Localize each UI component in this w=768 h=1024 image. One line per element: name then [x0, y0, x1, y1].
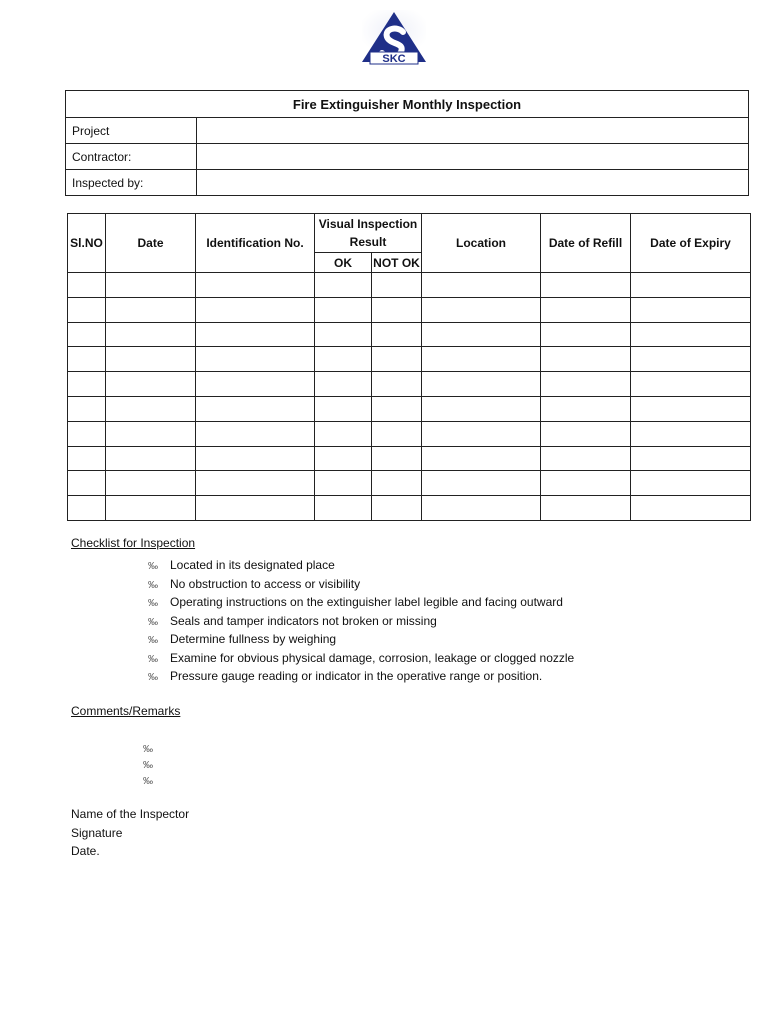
checklist-item-text: Operating instructions on the extinguisher label legible and facing outward — [170, 595, 563, 609]
cell-not-ok[interactable] — [372, 372, 422, 397]
list-item — [148, 575, 574, 594]
table-row — [68, 297, 751, 322]
signature-label: Signature — [71, 825, 123, 840]
cell-date[interactable] — [106, 446, 196, 471]
cell-date-of-refill[interactable] — [541, 446, 631, 471]
checklist — [148, 556, 574, 686]
checklist-item-text: Located in its designated place — [170, 558, 335, 572]
cell-identification-no[interactable] — [196, 322, 315, 347]
bullet-icon: ‰ — [148, 579, 158, 591]
list-item — [148, 667, 574, 686]
remark-bullet-icon: ‰ — [143, 760, 153, 771]
form-header-table — [65, 90, 749, 196]
checklist-heading: Checklist for Inspection — [71, 536, 196, 550]
cell-date-of-refill[interactable] — [541, 273, 631, 298]
cell-location[interactable] — [422, 421, 541, 446]
cell-date[interactable] — [106, 347, 196, 372]
remarks-list — [143, 742, 153, 790]
inspector-name-label: Name of the Inspector — [71, 807, 190, 821]
cell-ok[interactable] — [315, 322, 372, 347]
cell-sl-no[interactable] — [68, 471, 106, 496]
cell-date[interactable] — [106, 322, 196, 347]
cell-identification-no[interactable] — [196, 446, 315, 471]
skc-triangle-logo-icon — [356, 8, 432, 66]
table-row — [68, 273, 751, 298]
cell-date-of-expiry[interactable] — [631, 347, 751, 372]
cell-location[interactable] — [422, 372, 541, 397]
cell-sl-no[interactable] — [68, 421, 106, 446]
bullet-icon: ‰ — [148, 672, 158, 683]
cell-identification-no[interactable] — [196, 372, 315, 397]
cell-identification-no[interactable] — [196, 297, 315, 322]
cell-location[interactable] — [422, 347, 541, 372]
bullet-icon: ‰ — [148, 616, 158, 628]
cell-date[interactable] — [106, 421, 196, 446]
contractor-label: Contractor: — [66, 144, 197, 170]
list-item — [148, 630, 574, 649]
checklist-item-text: Seals and tamper indicators not broken or missing — [170, 613, 437, 628]
cell-date-of-expiry[interactable] — [631, 273, 751, 298]
cell-date-of-refill[interactable] — [541, 347, 631, 372]
cell-date-of-refill[interactable] — [541, 421, 631, 446]
cell-ok[interactable] — [315, 396, 372, 421]
header-not-ok: NOT OK — [372, 253, 422, 273]
cell-not-ok[interactable] — [372, 297, 422, 322]
table-row — [68, 446, 751, 471]
remark-bullet-icon: ‰ — [143, 776, 153, 787]
company-logo — [356, 8, 432, 66]
bullet-icon: ‰ — [148, 653, 158, 665]
table-row — [68, 322, 751, 347]
cell-not-ok[interactable] — [372, 421, 422, 446]
cell-date-of-expiry[interactable] — [631, 372, 751, 397]
header-sl-no: Sl.NO — [68, 214, 106, 273]
checklist-item-text: No obstruction to access or visibility — [170, 576, 361, 591]
cell-location[interactable] — [422, 297, 541, 322]
header-date-of-expiry: Date of Expiry — [631, 214, 751, 273]
checklist-item-text: Determine fullness by weighing — [170, 632, 337, 646]
cell-date-of-refill[interactable] — [541, 496, 631, 521]
cell-date-of-expiry[interactable] — [631, 496, 751, 521]
checklist-item-text: Examine for obvious physical damage, corrosion, leakage or clogged nozzle — [170, 650, 575, 665]
inspected-by-label: Inspected by: — [66, 170, 197, 196]
form-title: Fire Extinguisher Monthly Inspection — [66, 91, 749, 118]
cell-identification-no[interactable] — [196, 496, 315, 521]
cell-date-of-expiry[interactable] — [631, 446, 751, 471]
bullet-icon: ‰ — [148, 598, 158, 609]
cell-ok[interactable] — [315, 421, 372, 446]
header-identification-no: Identification No. — [196, 214, 315, 273]
bullet-icon: ‰ — [148, 635, 158, 646]
cell-identification-no[interactable] — [196, 347, 315, 372]
remarks-heading: Comments/Remarks — [71, 704, 181, 718]
cell-date-of-expiry[interactable] — [631, 471, 751, 496]
cell-not-ok[interactable] — [372, 396, 422, 421]
header-location: Location — [422, 214, 541, 273]
logo-text: SKC — [382, 53, 406, 65]
list-item — [148, 593, 574, 612]
cell-sl-no[interactable] — [68, 347, 106, 372]
cell-date-of-expiry[interactable] — [631, 421, 751, 446]
cell-sl-no[interactable] — [68, 297, 106, 322]
cell-ok[interactable] — [315, 347, 372, 372]
cell-not-ok[interactable] — [372, 496, 422, 521]
cell-location[interactable] — [422, 396, 541, 421]
bullet-icon: ‰ — [148, 561, 158, 572]
log-table-body — [68, 273, 751, 521]
cell-date[interactable] — [106, 396, 196, 421]
inspected-by-field[interactable] — [197, 170, 749, 196]
cell-ok[interactable] — [315, 496, 372, 521]
cell-date[interactable] — [106, 372, 196, 397]
cell-identification-no[interactable] — [196, 396, 315, 421]
table-row — [68, 471, 751, 496]
remark-bullet-icon: ‰ — [143, 744, 153, 755]
list-item — [148, 612, 574, 631]
cell-sl-no[interactable] — [68, 273, 106, 298]
cell-identification-no[interactable] — [196, 421, 315, 446]
cell-date-of-expiry[interactable] — [631, 297, 751, 322]
date-label: Date. — [71, 844, 100, 858]
cell-date-of-expiry[interactable] — [631, 396, 751, 421]
cell-ok[interactable] — [315, 372, 372, 397]
cell-not-ok[interactable] — [372, 322, 422, 347]
list-item — [148, 649, 574, 668]
project-label: Project — [66, 118, 197, 144]
cell-ok[interactable] — [315, 446, 372, 471]
table-row — [68, 372, 751, 397]
cell-date-of-expiry[interactable] — [631, 322, 751, 347]
cell-not-ok[interactable] — [372, 273, 422, 298]
cell-sl-no[interactable] — [68, 396, 106, 421]
cell-not-ok[interactable] — [372, 471, 422, 496]
cell-sl-no[interactable] — [68, 496, 106, 521]
cell-ok[interactable] — [315, 273, 372, 298]
inspection-log-table — [67, 213, 751, 521]
cell-location[interactable] — [422, 273, 541, 298]
table-row — [68, 396, 751, 421]
list-item — [148, 556, 574, 575]
cell-sl-no[interactable] — [68, 372, 106, 397]
cell-ok[interactable] — [315, 297, 372, 322]
cell-identification-no[interactable] — [196, 471, 315, 496]
cell-date[interactable] — [106, 297, 196, 322]
cell-location[interactable] — [422, 446, 541, 471]
cell-date[interactable] — [106, 496, 196, 521]
cell-identification-no[interactable] — [196, 273, 315, 298]
cell-date[interactable] — [106, 273, 196, 298]
signoff-block — [71, 805, 189, 861]
cell-date-of-refill[interactable] — [541, 396, 631, 421]
table-row — [68, 496, 751, 521]
cell-not-ok[interactable] — [372, 347, 422, 372]
project-field[interactable] — [197, 118, 749, 144]
cell-date-of-refill[interactable] — [541, 322, 631, 347]
cell-not-ok[interactable] — [372, 446, 422, 471]
cell-location[interactable] — [422, 496, 541, 521]
table-row — [68, 347, 751, 372]
cell-date-of-refill[interactable] — [541, 297, 631, 322]
cell-date[interactable] — [106, 471, 196, 496]
header-date: Date — [106, 214, 196, 273]
cell-sl-no[interactable] — [68, 322, 106, 347]
header-ok: OK — [315, 253, 372, 273]
table-row — [68, 421, 751, 446]
cell-ok[interactable] — [315, 471, 372, 496]
header-visual-inspection-result: Visual Inspection Result — [315, 214, 422, 253]
header-date-of-refill: Date of Refill — [541, 214, 631, 273]
checklist-item-text: Pressure gauge reading or indicator in the operative range or position. — [170, 669, 543, 683]
contractor-field[interactable] — [197, 144, 749, 170]
cell-location[interactable] — [422, 322, 541, 347]
cell-location[interactable] — [422, 471, 541, 496]
cell-date-of-refill[interactable] — [541, 471, 631, 496]
cell-date-of-refill[interactable] — [541, 372, 631, 397]
cell-sl-no[interactable] — [68, 446, 106, 471]
